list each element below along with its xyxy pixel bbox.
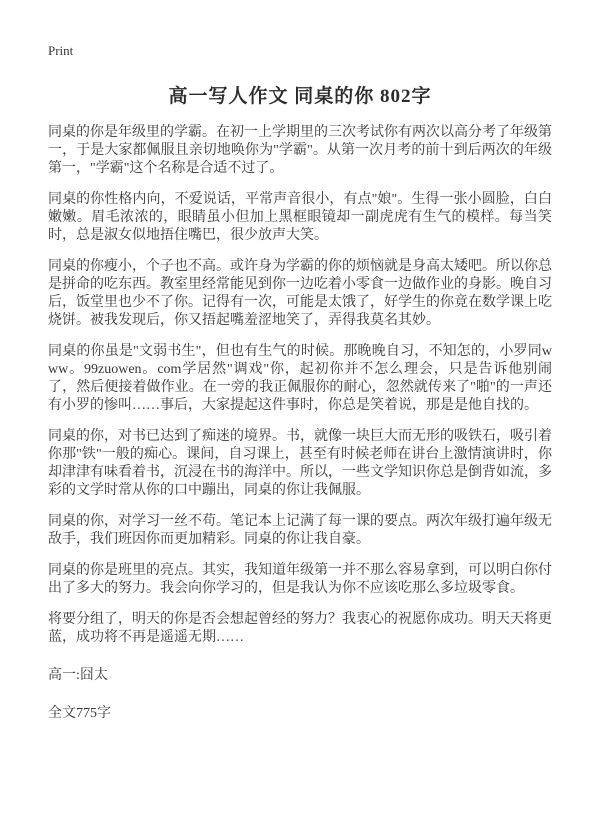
essay-paragraph-7: 同桌的你是班里的亮点。其实，我知道年级第一并不那么容易拿到，可以明白你付出了多大的努力。我会向你学习的，但是我认为你不应该吃那么多垃圾零食。 (48, 563, 552, 596)
word-count-line: 全文775字 (48, 706, 111, 721)
essay-paragraph-4: 同桌的你虽是"文弱书生"，但也有生气的时候。那晚晚自习，不知怎的，小罗同www。99zuowen。com学居然"调戏"你，起初你并不怎么理会，只是告诉他别闹了，然后便接着做作业。在一旁的我正佩服你的耐心，忽然就传来了"啪"的一声还有小罗的惨叫……事后，大家提起这件事时，你总是笑着说，那是是他自找的。 (48, 344, 552, 413)
essay-paragraph-5: 同桌的你，对书已达到了痴迷的境界。书，就像一块巨大而无形的吸铁石，吸引着你那"铁"一般的痴心。课间，自习课上，甚至有时候老师在讲台上激情演讲时，你却津津有味看着书，沉浸在书的海洋中。所以，一些文学知识你总是倒背如流，多彩的文学时常从你的口中蹦出，同桌的你让我佩服。 (48, 429, 552, 498)
essay-paragraph-3: 同桌的你瘦小，个子也不高。或许身为学霸的你的烦恼就是身高太矮吧。所以你总是拼命的吃东西。教室里经常能见到你一边吃着小零食一边做作业的身影。晚自习后，饭堂里也少不了你。记得有一次，可能是太饿了，好学生的你竟在数学课上吃烧饼。被我发现后，你又捂起嘴羞涩地笑了，弄得我莫名其妙。 (48, 259, 552, 328)
essay-paragraph-1: 同桌的你是年级里的学霸。在初一上学期里的三次考试你有两次以高分考了年级第一，于是大家都佩服且亲切地唤你为"学霸"。从第一次月考的前十到后两次的年级第一，"学霸"这个名称是合适不过了。 (48, 125, 552, 176)
essay-paragraph-2: 同桌的你性格内向，不爱说话，平常声音很小，有点"娘"。生得一张小圆脸，白白嫩嫩。眉毛浓浓的，眼睛虽小但加上黑框眼镜却一副虎虎有生气的模样。每当笑时，总是淑女似地捂住嘴巴，很少放声大笑。 (48, 192, 552, 243)
print-link[interactable]: Print (48, 43, 74, 58)
essay-title: 高一写人作文 同桌的你 802字 (168, 86, 432, 107)
author-line: 高一:囧太 (48, 668, 108, 683)
essay-body (48, 124, 552, 647)
essay-paragraph-6: 同桌的你，对学习一丝不苟。笔记本上记满了每一课的要点。两次年级打遍年级无敌手，我们班因你而更加精彩。同桌的你让我自豪。 (48, 514, 552, 547)
essay-paragraph-8: 将要分组了，明天的你是否会想起曾经的努力？我衷心的祝愿你成功。明天天将更蓝，成功将不再是遥遥无期…… (48, 612, 552, 645)
